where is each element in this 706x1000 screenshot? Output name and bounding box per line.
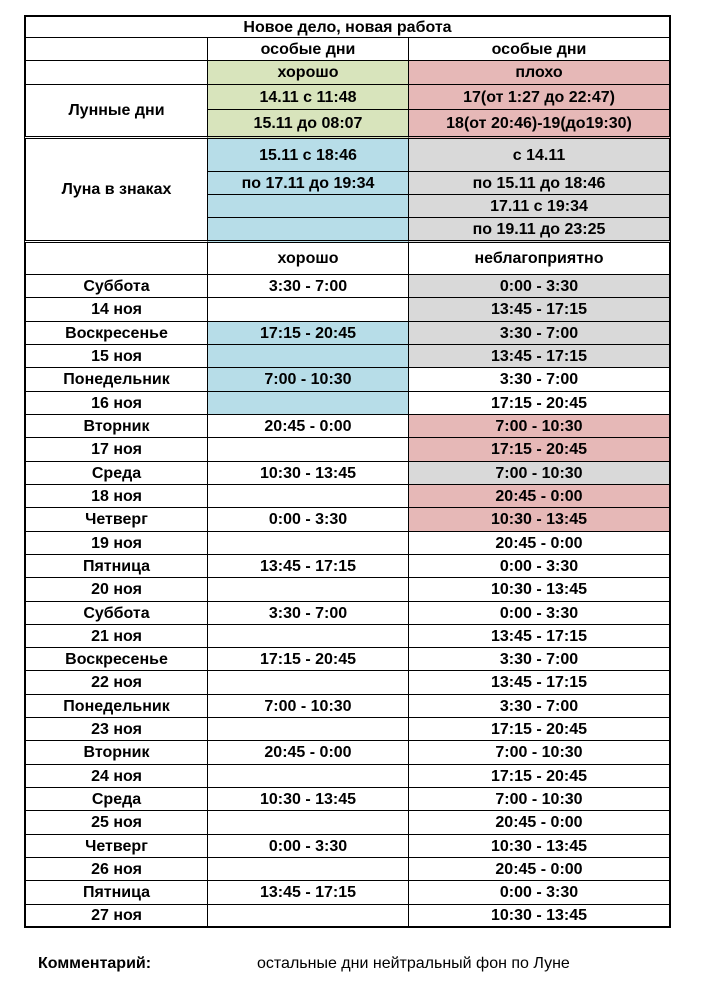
good-time-cell — [208, 625, 409, 648]
day-label: Вторник — [24, 741, 208, 765]
good-time-cell — [208, 438, 409, 462]
good-time-cell — [208, 298, 409, 322]
day-label: 24 ноя — [24, 765, 208, 788]
good-time-cell: 10:30 - 13:45 — [208, 788, 409, 811]
good-time-cell — [208, 811, 409, 835]
day-label: 15 ноя — [24, 345, 208, 368]
good-time-cell — [208, 905, 409, 928]
good-time-cell — [208, 578, 409, 602]
bad-time-cell: 3:30 - 7:00 — [409, 322, 671, 345]
day-label: Четверг — [24, 508, 208, 532]
bad-time-cell: 13:45 - 17:15 — [409, 345, 671, 368]
good-time-cell — [208, 345, 409, 368]
good-time-cell: 17:15 - 20:45 — [208, 322, 409, 345]
good-time-cell: 10:30 - 13:45 — [208, 462, 409, 485]
good-time-cell: 20:45 - 0:00 — [208, 415, 409, 438]
special-days-header: особые дни — [409, 38, 671, 61]
bad-time-cell: 17:15 - 20:45 — [409, 392, 671, 415]
bad-time-cell: 0:00 - 3:30 — [409, 881, 671, 905]
special-days-header: особые дни — [208, 38, 409, 61]
good-time-cell — [208, 718, 409, 741]
moon-good-cell — [208, 218, 409, 243]
day-label: Понедельник — [24, 695, 208, 718]
comment-label: Комментарий: — [38, 955, 152, 972]
bad-time-cell: 10:30 - 13:45 — [409, 508, 671, 532]
schedule-good-header: хорошо — [208, 243, 409, 275]
comment-text: остальные дни нейтральный фон по Луне — [257, 955, 570, 972]
bad-time-cell: 7:00 - 10:30 — [409, 741, 671, 765]
good-time-cell — [208, 765, 409, 788]
bad-time-cell: 3:30 - 7:00 — [409, 695, 671, 718]
bad-time-cell: 20:45 - 0:00 — [409, 858, 671, 881]
schedule-header-blank — [24, 243, 208, 275]
day-label: 19 ноя — [24, 532, 208, 555]
good-time-cell: 7:00 - 10:30 — [208, 695, 409, 718]
good-time-cell: 3:30 - 7:00 — [208, 275, 409, 298]
good-time-cell: 0:00 - 3:30 — [208, 835, 409, 858]
bad-time-cell: 20:45 - 0:00 — [409, 811, 671, 835]
moon-bad-cell: 17.11 с 19:34 — [409, 195, 671, 218]
day-label: Суббота — [24, 275, 208, 298]
bad-time-cell: 3:30 - 7:00 — [409, 648, 671, 671]
bad-time-cell: 10:30 - 13:45 — [409, 835, 671, 858]
good-time-cell: 17:15 - 20:45 — [208, 648, 409, 671]
day-label: Среда — [24, 788, 208, 811]
bad-time-cell: 0:00 - 3:30 — [409, 555, 671, 578]
bad-time-cell: 10:30 - 13:45 — [409, 905, 671, 928]
day-label: 25 ноя — [24, 811, 208, 835]
bad-time-cell: 0:00 - 3:30 — [409, 275, 671, 298]
good-time-cell: 13:45 - 17:15 — [208, 555, 409, 578]
bad-time-cell: 17:15 - 20:45 — [409, 718, 671, 741]
bad-time-cell: 17:15 - 20:45 — [409, 765, 671, 788]
day-label: 23 ноя — [24, 718, 208, 741]
bad-time-cell: 0:00 - 3:30 — [409, 602, 671, 625]
day-label: 18 ноя — [24, 485, 208, 508]
moon-signs-label: Луна в знаках — [24, 139, 208, 243]
good-time-cell — [208, 392, 409, 415]
bad-time-cell: 7:00 - 10:30 — [409, 788, 671, 811]
bad-time-cell: 13:45 - 17:15 — [409, 298, 671, 322]
good-time-cell: 20:45 - 0:00 — [208, 741, 409, 765]
day-label: 16 ноя — [24, 392, 208, 415]
day-label: 20 ноя — [24, 578, 208, 602]
table-title: Новое дело, новая работа — [24, 15, 671, 38]
bad-time-cell: 20:45 - 0:00 — [409, 532, 671, 555]
bad-time-cell: 7:00 - 10:30 — [409, 462, 671, 485]
lunar-bad-cell: 18(от 20:46)-19(до19:30) — [409, 110, 671, 139]
bad-time-cell: 17:15 - 20:45 — [409, 438, 671, 462]
day-label: Пятница — [24, 555, 208, 578]
day-label: 22 ноя — [24, 671, 208, 695]
day-label: 14 ноя — [24, 298, 208, 322]
day-label: 27 ноя — [24, 905, 208, 928]
moon-good-cell: по 17.11 до 19:34 — [208, 172, 409, 195]
moon-bad-cell: по 15.11 до 18:46 — [409, 172, 671, 195]
moon-good-cell — [208, 195, 409, 218]
good-time-cell: 0:00 - 3:30 — [208, 508, 409, 532]
good-time-cell: 3:30 - 7:00 — [208, 602, 409, 625]
day-label: Четверг — [24, 835, 208, 858]
day-label: Пятница — [24, 881, 208, 905]
good-time-cell — [208, 671, 409, 695]
day-label: Вторник — [24, 415, 208, 438]
bad-time-cell: 7:00 - 10:30 — [409, 415, 671, 438]
lunar-bad-header: плохо — [409, 61, 671, 85]
moon-bad-cell: по 19.11 до 23:25 — [409, 218, 671, 243]
header-blank — [24, 38, 208, 61]
day-label: 26 ноя — [24, 858, 208, 881]
lunar-header-blank — [24, 61, 208, 85]
lunar-bad-cell: 17(от 1:27 до 22:47) — [409, 85, 671, 110]
good-time-cell — [208, 532, 409, 555]
day-label: Суббота — [24, 602, 208, 625]
day-label: 21 ноя — [24, 625, 208, 648]
day-label: 17 ноя — [24, 438, 208, 462]
schedule-bad-header: неблагоприятно — [409, 243, 671, 275]
bad-time-cell: 13:45 - 17:15 — [409, 671, 671, 695]
day-label: Понедельник — [24, 368, 208, 392]
bad-time-cell: 13:45 - 17:15 — [409, 625, 671, 648]
good-time-cell: 13:45 - 17:15 — [208, 881, 409, 905]
bad-time-cell: 10:30 - 13:45 — [409, 578, 671, 602]
bad-time-cell: 3:30 - 7:00 — [409, 368, 671, 392]
moon-good-cell: 15.11 с 18:46 — [208, 139, 409, 172]
good-time-cell: 7:00 - 10:30 — [208, 368, 409, 392]
moon-bad-cell: с 14.11 — [409, 139, 671, 172]
day-label: Воскресенье — [24, 322, 208, 345]
good-time-cell — [208, 485, 409, 508]
bad-time-cell: 20:45 - 0:00 — [409, 485, 671, 508]
day-label: Воскресенье — [24, 648, 208, 671]
lunar-good-header: хорошо — [208, 61, 409, 85]
day-label: Среда — [24, 462, 208, 485]
lunar-good-cell: 15.11 до 08:07 — [208, 110, 409, 139]
lunar-good-cell: 14.11 с 11:48 — [208, 85, 409, 110]
lunar-days-label: Лунные дни — [24, 85, 208, 139]
good-time-cell — [208, 858, 409, 881]
